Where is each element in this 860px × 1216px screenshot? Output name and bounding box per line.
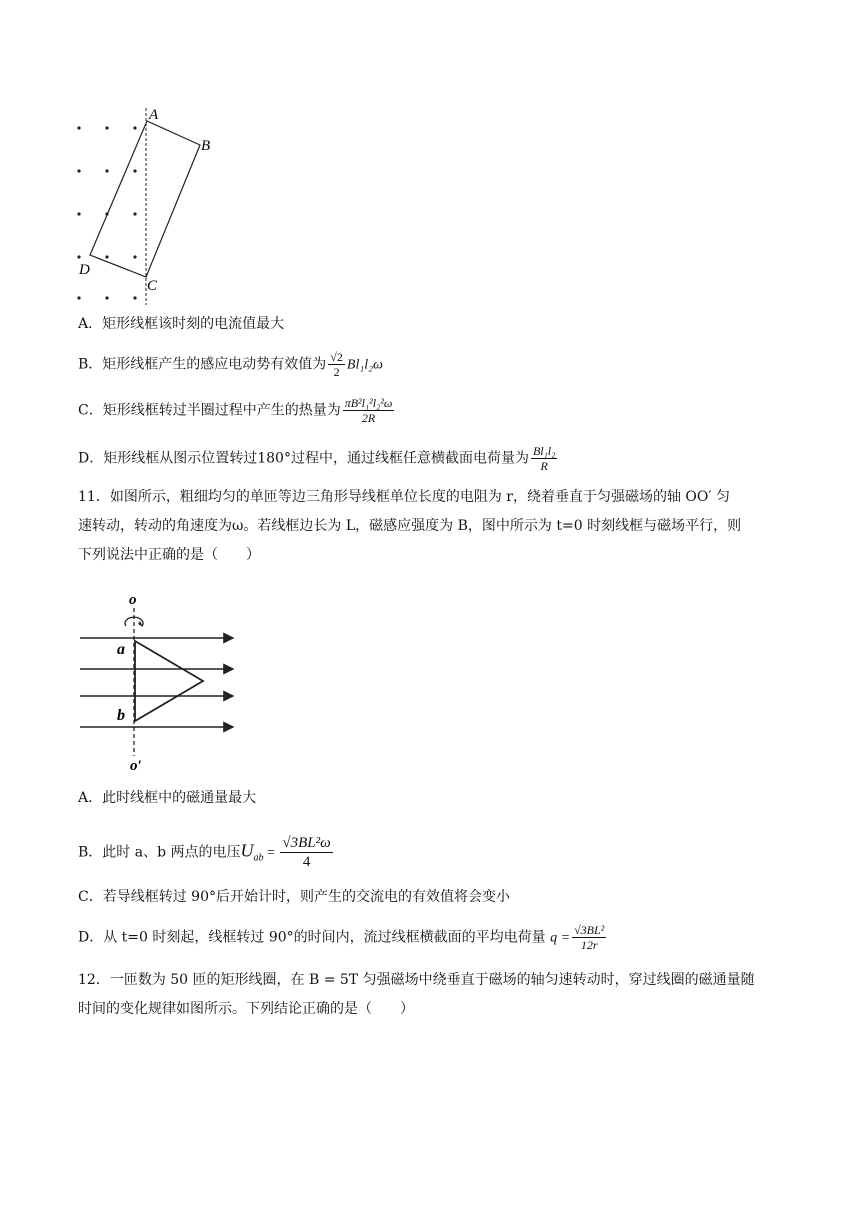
- rectangle-coil-figure: [70, 100, 220, 310]
- q11-option-b-lhs: U: [240, 840, 254, 861]
- q12-stem-line-1: 12．一匝数为 50 匝的矩形线圈，在 B = 5T 匀强磁场中绕垂直于磁场的轴匀速转动时，穿过线圈的磁通量随: [78, 972, 755, 988]
- q10-option-d: [78, 444, 559, 473]
- q11-option-b: [78, 834, 335, 871]
- q11-option-b-equals: =: [263, 845, 279, 861]
- q10-option-b-expr: Bl₁l₂ω: [346, 357, 383, 373]
- label-o-top: o: [129, 592, 137, 608]
- q11-option-d-lhs: q =: [550, 930, 571, 946]
- label-a: a: [117, 641, 125, 658]
- q12-stem: [78, 966, 784, 1024]
- q11-option-d: [78, 923, 608, 952]
- fraction-numerator: √3BL²ω: [282, 835, 331, 851]
- q11-option-b-text: B．此时 a、b 两点的电压: [78, 844, 241, 861]
- q11-option-b-subscript: ab: [253, 852, 264, 864]
- fraction-denominator: 4: [302, 854, 311, 870]
- triangle-coil-figure: [78, 588, 248, 773]
- q12-stem-line-2: 时间的变化规律如图所示。下列结论正确的是（ ）: [78, 1001, 414, 1017]
- q10-option-c-fraction: [343, 396, 395, 425]
- fraction-denominator: R: [540, 459, 548, 473]
- q10-option-a: A．矩形线框该时刻的电流值最大: [78, 316, 285, 332]
- q11-stem-line-1: 11．如图所示，粗细均匀的单匝等边三角形导线框单位长度的电阻为 r，绕着垂直于匀强磁场的轴 OO′ 匀: [78, 489, 730, 505]
- q10-option-c: [78, 396, 396, 425]
- coil-rectangle: [90, 121, 200, 277]
- q11-option-a: A．此时线框中的磁通量最大: [78, 790, 257, 806]
- q11-option-d-text: D．从 t=0 时刻起，线框转过 90°的时间内，流过线框横截面的平均电荷量: [78, 929, 546, 946]
- q11-stem: [78, 483, 784, 570]
- label-b: b: [117, 707, 125, 724]
- q11-option-c: C．若导线框转过 90°后开始计时，则产生的交流电的有效值将会变小: [78, 889, 510, 905]
- fraction-denominator: 12r: [580, 938, 598, 952]
- fraction-numerator: √3BL²: [574, 923, 605, 937]
- label-B: B: [201, 138, 211, 154]
- fraction-numerator: √2: [330, 350, 343, 364]
- q10-option-d-fraction: [531, 444, 557, 473]
- label-A: A: [149, 107, 159, 123]
- q10-option-c-text: C．矩形线框转过半圈过程中产生的热量为: [78, 402, 341, 419]
- label-C: C: [147, 278, 158, 294]
- fraction-denominator: 2R: [361, 411, 376, 425]
- fraction-denominator: 2: [333, 365, 340, 379]
- q11-option-d-fraction: [572, 923, 606, 952]
- q10-option-b-text: B．矩形线框产生的感应电动势有效值为: [78, 356, 327, 373]
- triangle-coil: [135, 641, 203, 721]
- label-D: D: [79, 262, 90, 278]
- q11-stem-line-3: 下列说法中正确的是（ ）: [78, 547, 260, 563]
- label-o-bottom: o′: [130, 758, 142, 773]
- q10-option-d-text: D．矩形线框从图示位置转过180°过程中，通过线框任意横截面电荷量为: [78, 450, 529, 467]
- q10-option-b: [78, 350, 383, 379]
- q11-option-b-fraction: [280, 834, 332, 871]
- q10-option-b-fraction: [328, 350, 345, 379]
- q11-stem-line-2: 速转动，转动的角速度为ω。若线框边长为 L，磁感应强度为 B，图中所示为 t=0 时刻线框与磁场平行，则: [78, 518, 742, 534]
- fraction-numerator: πB²l₁²l₂²ω: [344, 396, 393, 410]
- field-lines: [80, 638, 233, 727]
- fraction-numerator: Bl₁l₂: [532, 444, 556, 458]
